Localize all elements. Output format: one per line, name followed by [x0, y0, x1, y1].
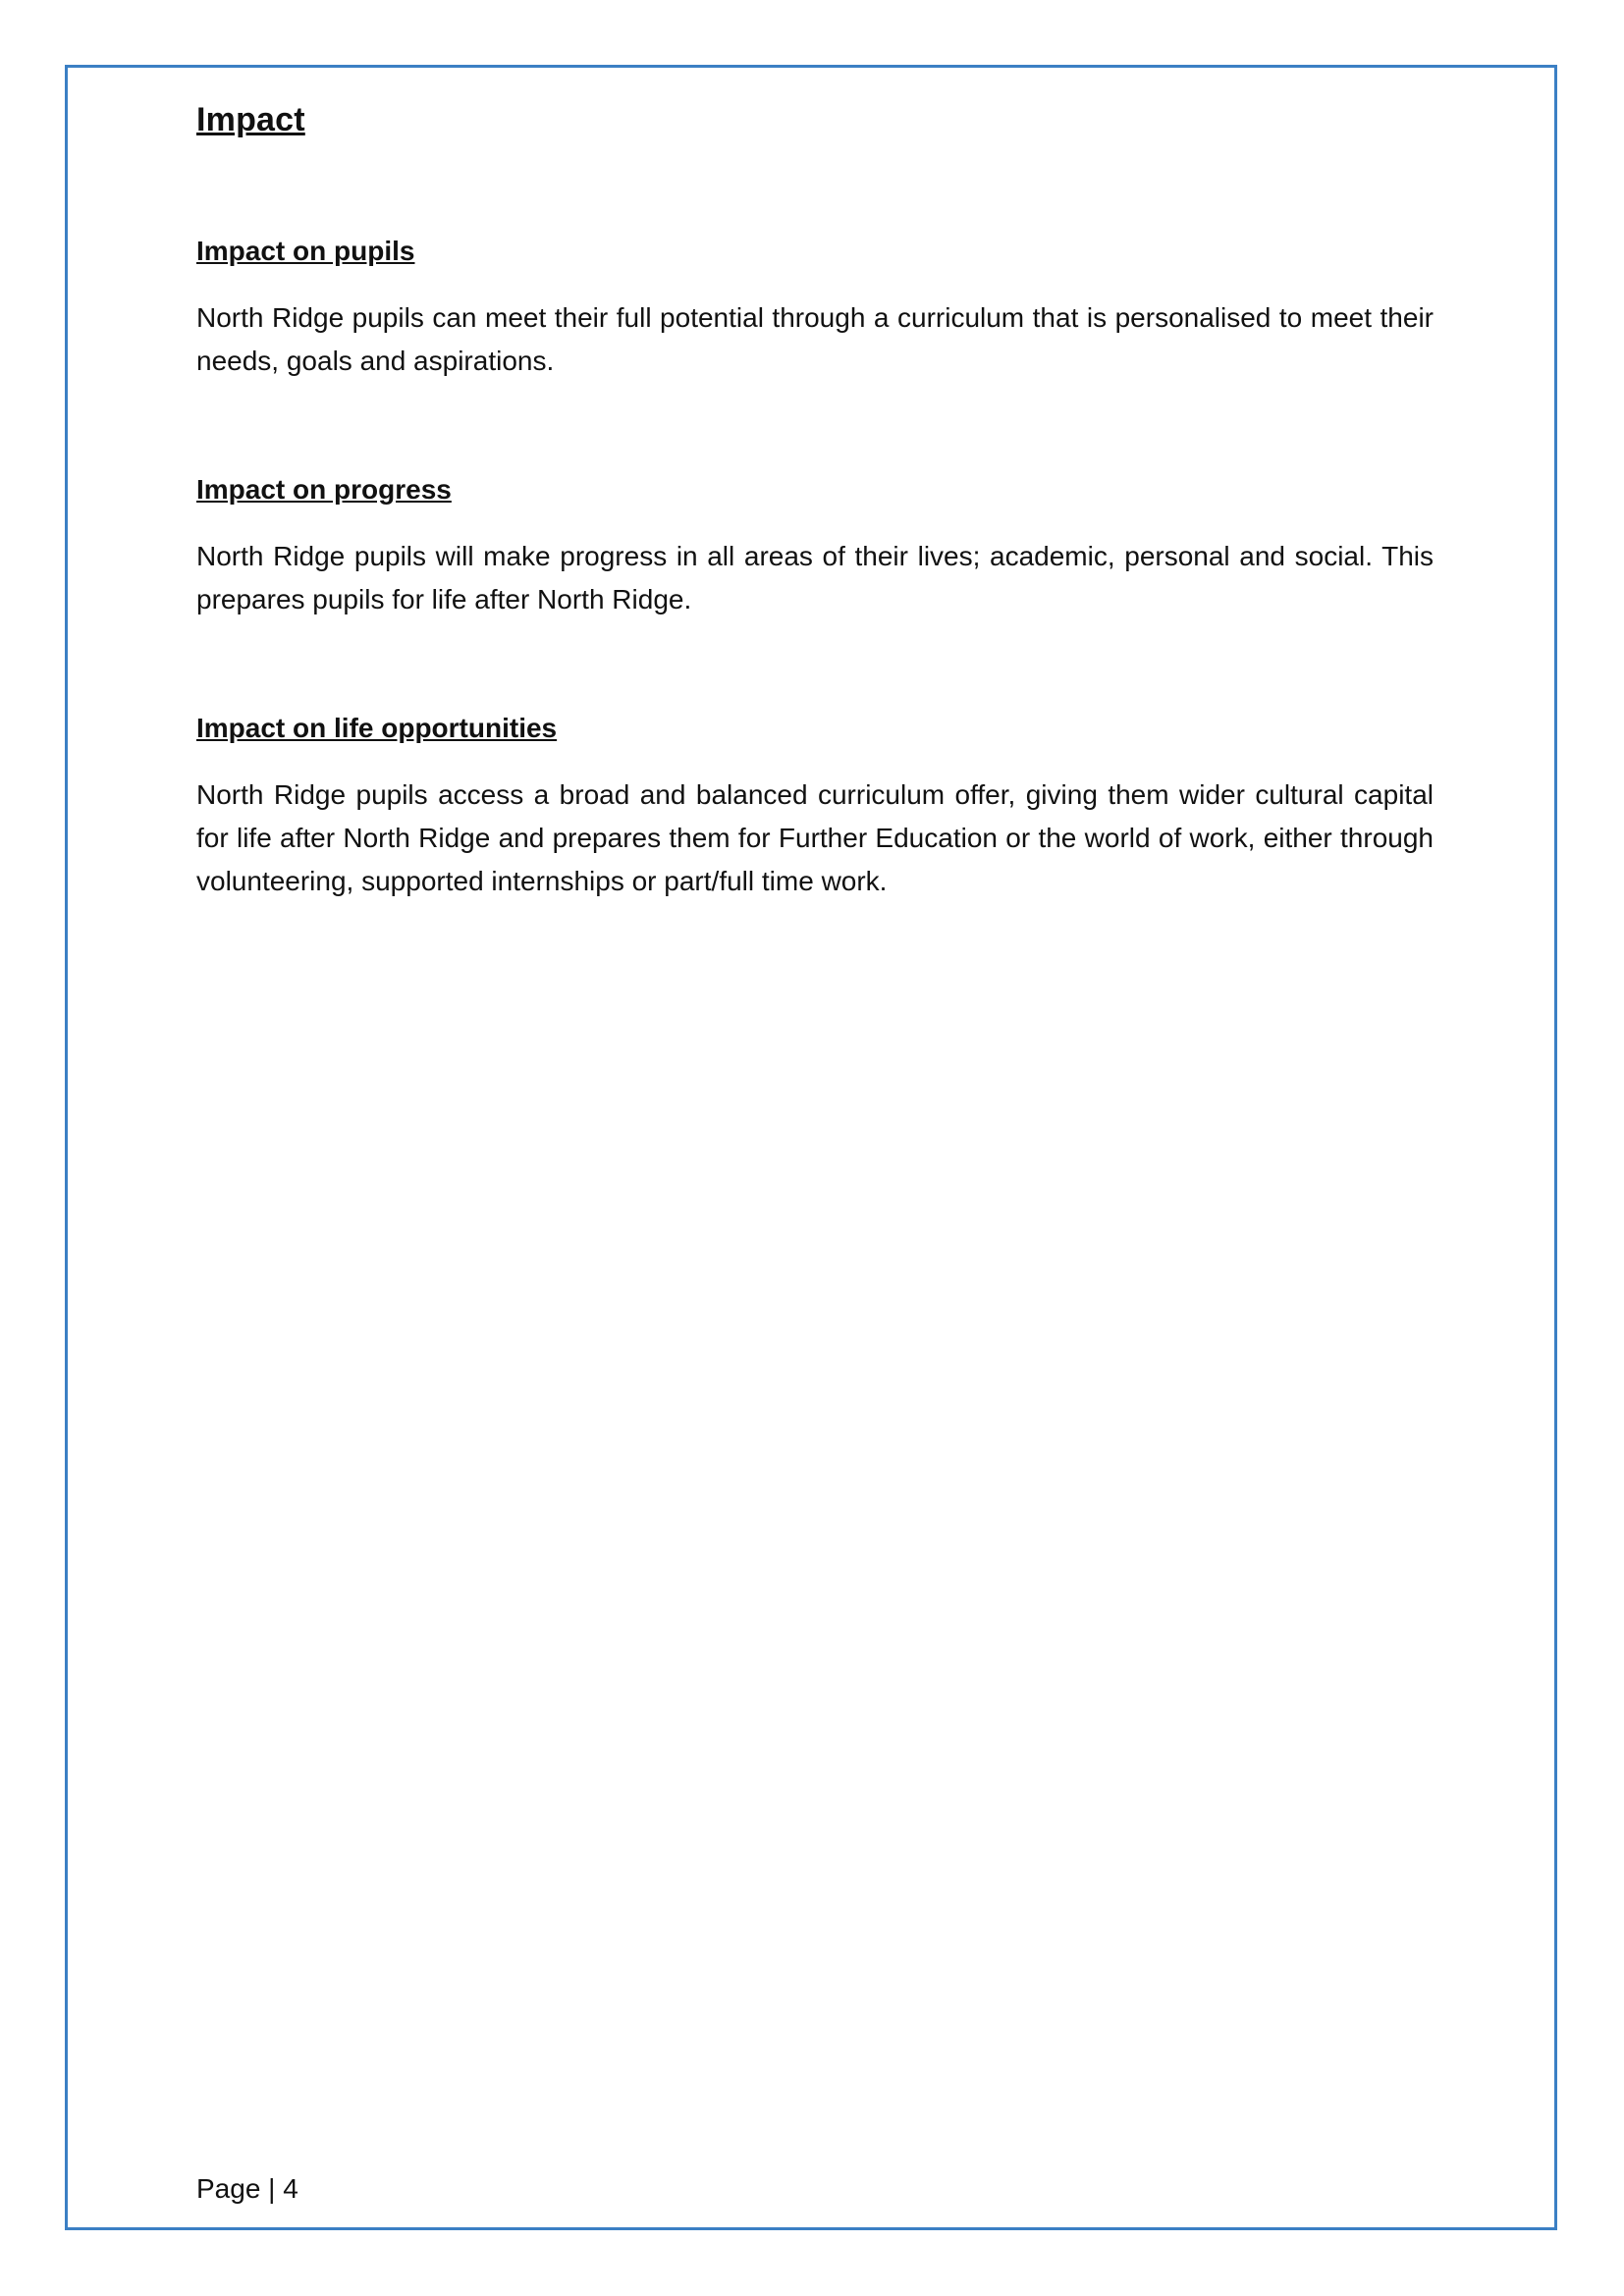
section-heading: Impact on life opportunities — [196, 713, 558, 743]
section-impact-on-life-opportunities — [196, 711, 1434, 903]
page-border — [65, 65, 1557, 2230]
section-body: North Ridge pupils access a broad and balanced curriculum offer, giving them wider cultural capital for life after North Ridge and prepares them for Further Education or the world of work, either through volunteering, supported internships or part/full time work. — [196, 779, 1434, 896]
section-heading: Impact on progress — [196, 474, 452, 505]
section-heading: Impact on pupils — [196, 236, 415, 266]
section-impact-on-pupils — [196, 234, 1434, 383]
page-number-footer: Page | 4 — [196, 2173, 298, 2204]
document-content — [196, 96, 1434, 896]
section-impact-on-progress — [196, 472, 1434, 621]
page-title: Impact — [196, 101, 305, 138]
section-body: North Ridge pupils will make progress in all areas of their lives; academic, personal and social. This prepares pupils for life after North Ridge. — [196, 541, 1434, 614]
section-body: North Ridge pupils can meet their full potential through a curriculum that is personalised to meet their needs, goals and aspirations. — [196, 302, 1434, 376]
